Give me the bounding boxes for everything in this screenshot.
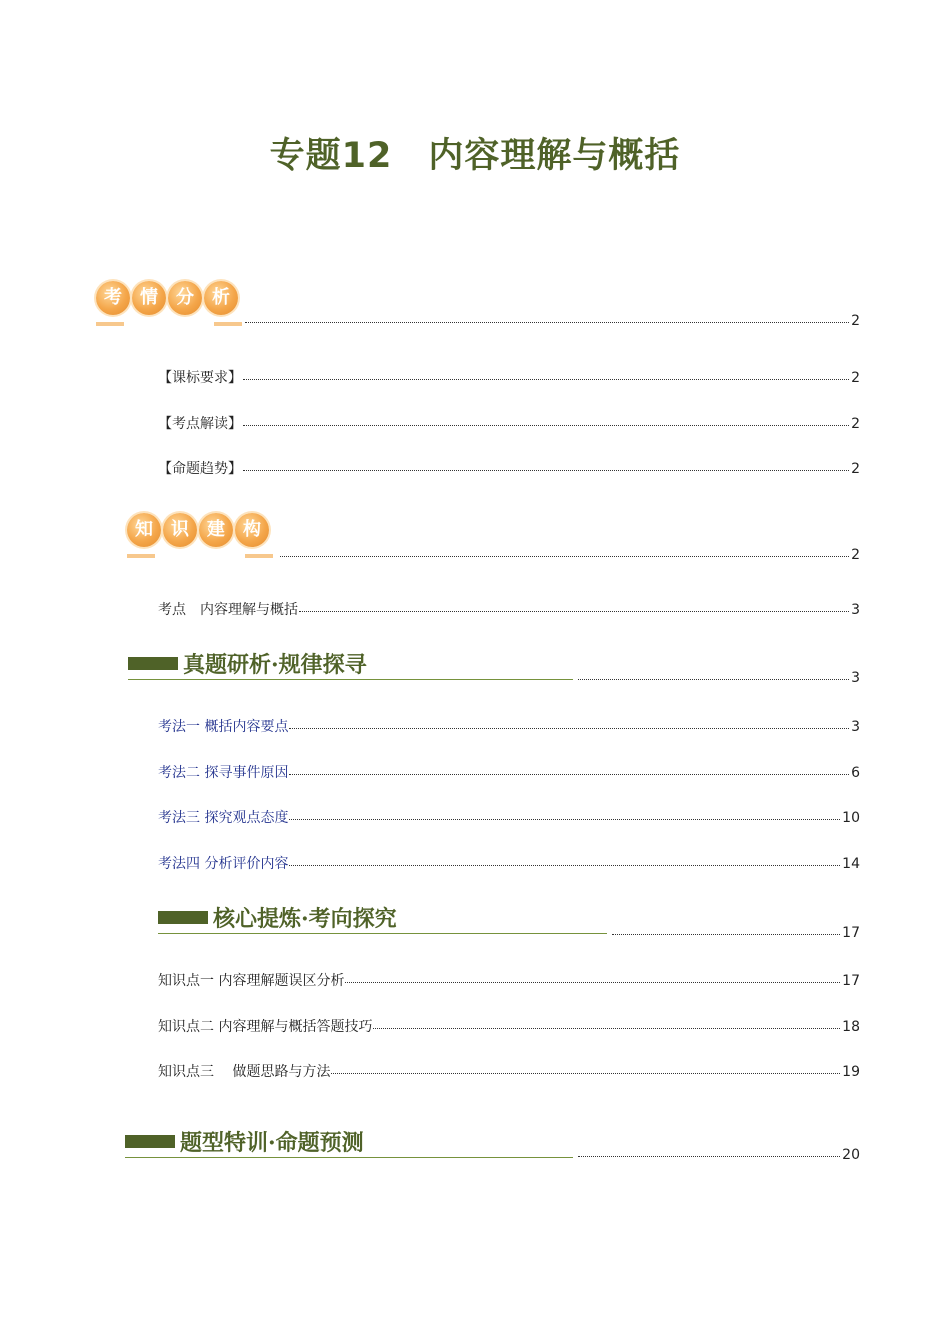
toc-line-knowledge-1[interactable] [158, 970, 860, 990]
toc-page: 18 [842, 1019, 860, 1035]
leader-dots [289, 728, 849, 729]
banner-exam-analysis [128, 648, 573, 682]
page-title [0, 128, 950, 178]
toc-label: 考法一 概括内容要点 [158, 719, 289, 735]
banner-bar [158, 911, 208, 924]
toc-line-knowledge[interactable] [279, 547, 860, 563]
toc-line-analysis[interactable] [244, 313, 860, 329]
toc-page: 17 [842, 973, 860, 989]
leader-dots [289, 865, 840, 866]
leader-dots [578, 1156, 840, 1157]
banner-rule [125, 1157, 573, 1158]
badge-char: 情 [132, 281, 166, 315]
toc-page: 3 [851, 719, 860, 735]
leader-dots [373, 1028, 840, 1029]
toc-label: 考点 内容理解与概括 [158, 602, 298, 618]
leader-dots [289, 774, 849, 775]
banner-rule [128, 679, 573, 680]
badge-char: 分 [168, 281, 202, 315]
leader-dots [243, 425, 849, 426]
badge-char: 构 [235, 513, 269, 547]
toc-line-method-4[interactable] [158, 853, 860, 873]
leader-dots [243, 470, 849, 471]
toc-label: 考法四 分析评价内容 [158, 856, 289, 872]
toc-page: 3 [851, 602, 860, 618]
toc-line-trend[interactable] [158, 458, 860, 478]
badge-char: 建 [199, 513, 233, 547]
toc-line-kaodian[interactable] [158, 599, 860, 619]
badge-char: 考 [96, 281, 130, 315]
banner-title: 真题研析·规律探寻 [183, 652, 367, 678]
leader-dots [289, 819, 840, 820]
leader-dots [345, 982, 840, 983]
title-prefix: 专题12 [269, 136, 393, 176]
leader-dots [612, 934, 840, 935]
toc-line-method-1[interactable] [158, 716, 860, 736]
toc-line-banner1[interactable] [577, 670, 860, 686]
toc-page: 2 [851, 461, 860, 477]
badge-underline [127, 554, 273, 558]
banner-rule [158, 933, 607, 934]
toc-label: 【命题趋势】 [158, 461, 242, 477]
toc-label: 知识点一 内容理解题误区分析 [158, 973, 345, 989]
toc-label: 考法三 探究观点态度 [158, 810, 289, 826]
toc-page: 10 [842, 810, 860, 826]
banner-bar [125, 1135, 175, 1148]
banner-practice [125, 1126, 573, 1160]
badge-underline [96, 322, 242, 326]
toc-page: 2 [851, 370, 860, 386]
toc-page: 2 [851, 547, 860, 563]
banner-core-refine [158, 902, 607, 936]
banner-title: 题型特训·命题预测 [180, 1130, 364, 1156]
toc-label: 知识点三 做题思路与方法 [158, 1064, 331, 1080]
leader-dots [299, 611, 849, 612]
leader-dots [245, 322, 849, 323]
toc-line-curriculum[interactable] [158, 367, 860, 387]
banner-bar [128, 657, 178, 670]
toc-line-knowledge-2[interactable] [158, 1016, 860, 1036]
toc-line-points[interactable] [158, 413, 860, 433]
toc-page: 3 [851, 670, 860, 686]
toc-line-banner3[interactable] [577, 1147, 860, 1163]
toc-label: 【课标要求】 [158, 370, 242, 386]
knowledge-badge [127, 513, 269, 547]
badge-char: 识 [163, 513, 197, 547]
toc-line-method-2[interactable] [158, 762, 860, 782]
toc-label: 【考点解读】 [158, 416, 242, 432]
toc-label: 知识点二 内容理解与概括答题技巧 [158, 1019, 373, 1035]
toc-page: 2 [851, 416, 860, 432]
toc-line-method-3[interactable] [158, 807, 860, 827]
toc-page: 6 [851, 765, 860, 781]
leader-dots [578, 679, 849, 680]
toc-page: 19 [842, 1064, 860, 1080]
banner-title: 核心提炼·考向探究 [213, 906, 397, 932]
toc-line-banner2[interactable] [611, 925, 860, 941]
toc-line-knowledge-3[interactable] [158, 1061, 860, 1081]
badge-char: 析 [204, 281, 238, 315]
toc-label: 考法二 探寻事件原因 [158, 765, 289, 781]
badge-char: 知 [127, 513, 161, 547]
toc-page: 14 [842, 856, 860, 872]
toc-page: 2 [851, 313, 860, 329]
toc-page: 20 [842, 1147, 860, 1163]
analysis-badge [96, 281, 238, 315]
leader-dots [243, 379, 849, 380]
title-main: 内容理解与概括 [428, 136, 681, 176]
toc-page: 17 [842, 925, 860, 941]
leader-dots [280, 556, 849, 557]
leader-dots [331, 1073, 840, 1074]
